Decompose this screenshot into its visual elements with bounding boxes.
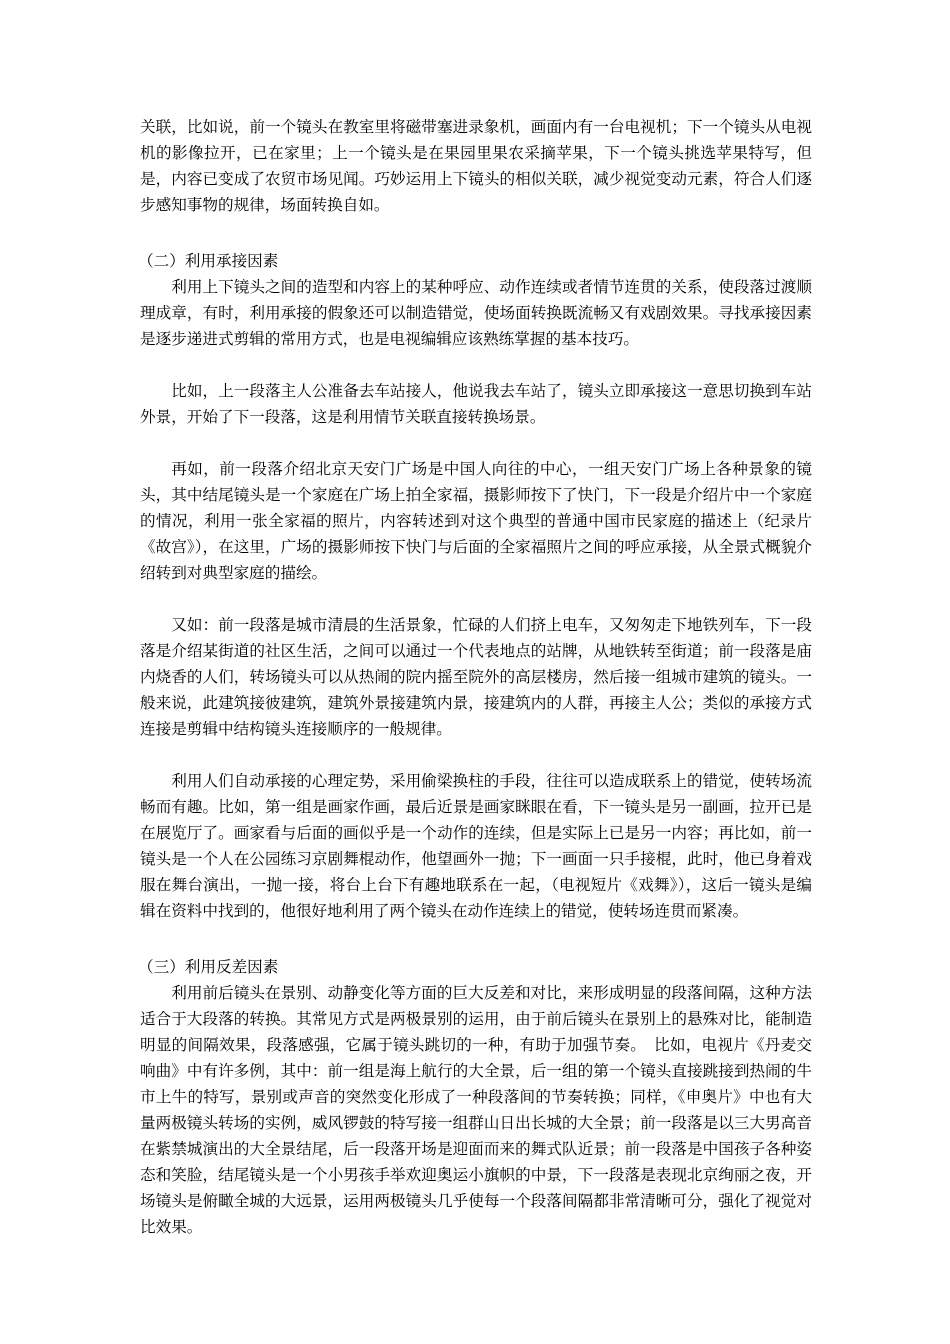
paragraph-continuity-example-station: 比如，上一段落主人公准备去车站接人，他说我去车站了，镜头立即承接这一意思切换到车站外景，开始了下一段落，这是利用情节关联直接转换场景。 (140, 382, 812, 426)
section-heading-continuity: （二）利用承接因素 (138, 252, 279, 270)
paragraph-continuity-illusion: 利用人们自动承接的心理定势，采用偷梁换柱的手段，往往可以造成联系上的错觉，使转场流畅而有趣。比如，第一组是画家作画，最后近景是画家眯眼在看，下一镜头是另一副画，拉开已是在展览厅了。画家看与后面的画似乎是一个动作的连续，但是实际上已是另一内容；再比如，前一镜头是一个人在公园练习京剧舞棍动作，他望画外一抛；下一画面一只手接棍，此时，他已身着戏服在舞台演出，一抛一接，将台上台下有趣地联系在一起，（电视短片《戏舞》），这后一镜头是编辑在资料中找到的，他很好地利用了两个镜头在动作连续上的错觉，使转场连贯而紧凑。 (140, 772, 812, 920)
document-page (140, 114, 812, 1240)
section-heading-contrast: （三）利用反差因素 (138, 958, 279, 976)
paragraph-continuity-intro: 利用上下镜头之间的造型和内容上的某种呼应、动作连续或者情节连贯的关系，使段落过渡顺理成章，有时，利用承接的假象还可以制造错觉，使场面转换既流畅又有戏剧效果。寻找承接因素是逐步递进式剪辑的常用方式，也是电视编辑应该熟练掌握的基本技巧。 (140, 278, 812, 348)
paragraph-similarity-continued: 关联，比如说，前一个镜头在教室里将磁带塞进录象机，画面内有一台电视机；下一个镜头从电视机的影像拉开，已在家里；上一个镜头是在果园里果农采摘苹果，下一个镜头挑选苹果特写，但是，内容已变成了农贸市场见闻。巧妙运用上下镜头的相似关联，减少视觉变动元素，符合人们逐步感知事物的规律，场面转换自如。 (140, 118, 812, 214)
paragraph-continuity-example-city: 又如：前一段落是城市清晨的生活景象，忙碌的人们挤上电车，又匆匆走下地铁列车，下一段落是介绍某街道的社区生活，之间可以通过一个代表地点的站牌，从地铁转至街道；前一段落是庙内烧香的人们，转场镜头可以从热闹的院内摇至院外的高层楼房，然后接一组城市建筑的镜头。一般来说，此建筑接彼建筑，建筑外景接建筑内景，接建筑内的人群，再接主人公；类似的承接方式连接是剪辑中结构镜头连接顺序的一般规律。 (140, 616, 812, 738)
paragraph-contrast: 利用前后镜头在景别、动静变化等方面的巨大反差和对比，来形成明显的段落间隔，这种方法适合于大段落的转换。其常见方式是两极景别的运用，由于前后镜头在景别上的悬殊对比，能制造明显的间隔效果，段落感强，它属于镜头跳切的一种，有助于加强节奏。 比如，电视片《丹麦交响曲》中有许多例，其中：前一组是海上航行的大全景，后一组的第一个镜头直接跳接到热闹的牛市上牛的特写，景别或声音的突然变化形成了一种段落间的节奏转换；同样，《申奥片》中也有大量两极镜头转场的实例，威风锣鼓的特写接一组群山日出长城的大全景；前一段落是以三大男高音在紫禁城演出的大全景结尾，后一段落开场是迎面而来的舞式队近景；前一段落是中国孩子各种姿态和笑脸，结尾镜头是一个小男孩手举欢迎奥运小旗帜的中景，下一段落是表现北京绚丽之夜，开场镜头是俯瞰全城的大远景，运用两极镜头几乎使每一个段落间隔都非常清晰可分，强化了视觉对比效果。 (140, 984, 812, 1236)
paragraph-continuity-example-tiananmen: 再如，前一段落介绍北京天安门广场是中国人向往的中心，一组天安门广场上各种景象的镜头，其中结尾镜头是一个家庭在广场上拍全家福，摄影师按下了快门，下一段是介绍片中一个家庭的情况，利用一张全家福的照片，内容转述到对这个典型的普通中国市民家庭的描述上（纪录片《故宫》），在这里，广场的摄影师按下快门与后面的全家福照片之间的呼应承接，从全景式概貌介绍转到对典型家庭的描绘。 (140, 460, 812, 582)
